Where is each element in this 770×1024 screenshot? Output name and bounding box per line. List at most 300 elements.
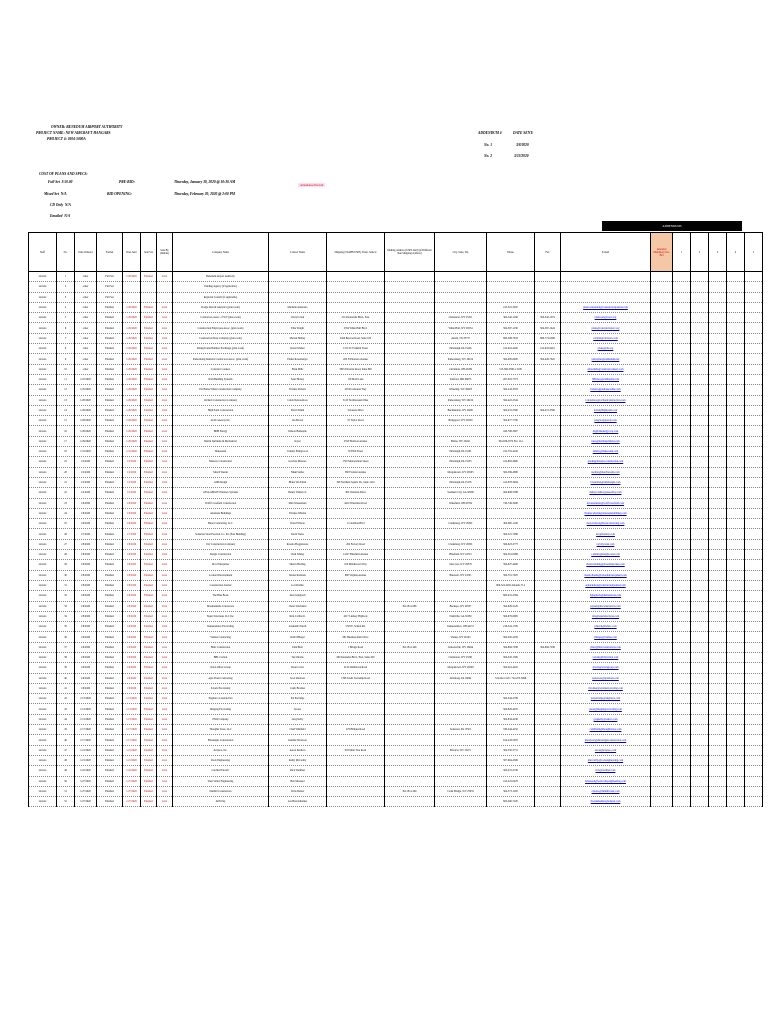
cell-email[interactable]: thomas.whelan@anastasiabuildings.com <box>561 508 651 518</box>
header-email: E-mail <box>561 233 651 272</box>
header-no: No. <box>57 233 75 272</box>
cell-date-sent: 1/29/2020 <box>123 374 141 384</box>
cell-add5 <box>745 467 763 477</box>
cell-contact: Rick Collins Jr. <box>269 611 327 621</box>
cell-date-sent: 1/8/2020 <box>123 611 141 621</box>
header-staff: Staff <box>29 233 57 272</box>
table-row <box>29 282 763 292</box>
cell-no: 20 <box>57 467 75 477</box>
cell-mailing <box>385 364 435 374</box>
cell-mailing <box>385 385 435 395</box>
cell-sent-via: Emailed <box>141 498 157 508</box>
cell-add3 <box>709 560 727 570</box>
cell-no: 38 <box>57 652 75 662</box>
bid-opening-value: Thursday, February 20, 2020 @ 2:00 PM <box>174 192 235 196</box>
cell-staff: xxxxxx <box>29 333 57 343</box>
cell-add3 <box>709 683 727 693</box>
cell-email[interactable]: cdexter@dunhillconst.com <box>561 786 651 796</box>
cell-company: Construct Connect <box>173 364 269 374</box>
cell-shipping <box>327 776 385 786</box>
cell-add1 <box>673 714 691 724</box>
cell-email[interactable]: c.smiley@sturgisconst.com <box>561 550 651 560</box>
cell-company: Lockard Development <box>173 570 269 580</box>
cell-add5 <box>745 457 763 467</box>
cell-contact: Karen Walker <box>269 344 327 354</box>
cell-date-sent: 1/17/2020 <box>123 735 141 745</box>
cell-add3 <box>709 498 727 508</box>
cell-sent-via: Emailed <box>141 539 157 549</box>
cell-date-sent: 1/8/2020 <box>123 622 141 632</box>
cell-contact: Dean Crotts <box>269 663 327 673</box>
cell-add5 <box>745 508 763 518</box>
cell-add3 <box>709 323 727 333</box>
cell-add5 <box>745 385 763 395</box>
cell-fax <box>535 745 561 755</box>
cell-format: Emailed <box>97 313 123 323</box>
cell-no: 27 <box>57 539 75 549</box>
cell-add1 <box>673 313 691 323</box>
cell-mailing <box>385 426 435 436</box>
cell-phone: 304-627-4499 <box>487 560 535 570</box>
cell-email[interactable]: lbarsterheimer@adspep.com <box>561 797 651 807</box>
cell-shipping: 2114 Kanawha Blvd., East <box>327 313 385 323</box>
cell-add3 <box>709 302 727 312</box>
cell-add4 <box>727 550 745 560</box>
cell-no: 24 <box>57 508 75 518</box>
cell-add5 <box>745 642 763 652</box>
cell-date-ordered: 1/2/2020 <box>75 488 97 498</box>
cell-email[interactable]: bgingbach@thebluebook.com <box>561 591 651 601</box>
cell-email[interactable]: speterson@ajaxfuels.com <box>561 673 651 683</box>
cell-email[interactable]: Linda.Ross@orchardconstruction.com <box>561 395 651 405</box>
cell-add5 <box>745 529 763 539</box>
table-row <box>29 457 763 467</box>
cell-fax <box>535 683 561 693</box>
cell-contact: Jasona <box>269 704 327 714</box>
cell-date-sent: 1/9/2020 <box>123 652 141 662</box>
cell-format: Emailed <box>97 560 123 570</box>
cell-add3 <box>709 776 727 786</box>
cell-email[interactable]: planroomcentral@constructionjournal.com <box>561 302 651 312</box>
cell-email[interactable]: bvaneman@aimdesigns.com <box>561 477 651 487</box>
cell-email[interactable]: jchurch@indexc.com <box>561 622 651 632</box>
cell-email[interactable]: shawn.harding@dowenterprises.com <box>561 560 651 570</box>
cell-city-state-zip <box>435 704 487 714</box>
cell-company: ASSA ABLOY Entrance Systems <box>173 488 269 498</box>
cell-date-ordered: 1/9/2020 <box>75 683 97 693</box>
cell-email[interactable]: pgreen@msconstruction.com <box>561 601 651 611</box>
cell-add5 <box>745 272 763 282</box>
cell-phone: 304-344-2798 <box>487 694 535 704</box>
cell-add3 <box>709 385 727 395</box>
cell-email[interactable]: troberts@parhansewhite.com <box>561 385 651 395</box>
cell-fax <box>535 714 561 724</box>
cell-phone <box>487 292 535 302</box>
cell-email[interactable]: aaron@artqnoo.com <box>561 745 651 755</box>
cell-email[interactable]: danny.vashaw@assaabloy.com <box>561 488 651 498</box>
header-phone: Phone <box>487 233 535 272</box>
cell-phone: 415-310-5947 <box>487 302 535 312</box>
cell-phone <box>487 282 535 292</box>
cell-city-state-zip: Bluewell, WV 24701 <box>435 570 487 580</box>
cell-add1 <box>673 632 691 642</box>
cell-company: Napel Structures LLC Inc. <box>173 611 269 621</box>
project-name-line: PROJECT NAME: NEW AIRCRAFT HANGARS <box>36 131 111 135</box>
cell-no: 4 <box>57 302 75 312</box>
cell-fax <box>535 539 561 549</box>
cell-city-state-zip: Austin, TX 78737 <box>435 333 487 343</box>
cell-mailing <box>385 580 435 590</box>
cell-email[interactable]: db@bdbenergycorp.com <box>561 426 651 436</box>
cell-add1 <box>673 467 691 477</box>
cell-email[interactable]: cbrodner@solarisexcavating.com <box>561 683 651 693</box>
cell-add4 <box>727 714 745 724</box>
cell-sent-via: Emailed <box>141 333 157 343</box>
cell-sent-by: xxxx <box>157 745 173 755</box>
table-row <box>29 302 763 312</box>
cell-fax <box>535 447 561 457</box>
cell-email[interactable]: patpartridge@enginuca.com <box>561 694 651 704</box>
cell-sent-by: xxxx <box>157 601 173 611</box>
cell-add4 <box>727 488 745 498</box>
cell-add5 <box>745 436 763 446</box>
cell-city-state-zip: Charleston, WV 25301 <box>435 652 487 662</box>
cell-date-sent: 1/29/2020 <box>123 436 141 446</box>
cell-email[interactable]: dcrotts@oriongroup.com <box>561 663 651 673</box>
cell-add4 <box>727 302 745 312</box>
cell-add4 <box>727 354 745 364</box>
cell-date-sent: 1/27/2020 <box>123 786 141 796</box>
cell-contact: David Smith <box>269 405 327 415</box>
cell-phone: 304-599-4880 <box>487 467 535 477</box>
owner-line: OWNER: BENEDUM AIRPORT AUTHORITY <box>51 125 123 129</box>
cell-add2 <box>691 755 709 765</box>
cell-add4 <box>727 292 745 302</box>
table-row <box>29 766 763 776</box>
cell-email[interactable]: montrollands@lockarddevelopment.com <box>561 570 651 580</box>
cell-email[interactable]: pmcaplan@suddenlink.net <box>561 354 651 364</box>
cell-city-state-zip: Elkview, WV 25071 <box>435 745 487 755</box>
cell-email[interactable]: rick@cardinal.com <box>561 766 651 776</box>
table-header-row <box>29 233 763 272</box>
cell-format: Emailed <box>97 457 123 467</box>
cell-contact: Pat Partridge <box>269 694 327 704</box>
cell-prebid <box>651 508 673 518</box>
cell-city-state-zip <box>435 529 487 539</box>
cell-email[interactable]: SHickey@rothbuilds.com <box>561 374 651 384</box>
cell-shipping <box>327 735 385 745</box>
cell-email[interactable]: mwassemann@wolffcrossfield.com <box>561 498 651 508</box>
cell-sent-via: Emailed <box>141 508 157 518</box>
cell-date-sent: 1/13/2020 <box>123 704 141 714</box>
cell-staff: xxxxxx <box>29 395 57 405</box>
cell-add1 <box>673 683 691 693</box>
cell-sent-via: Emailed <box>141 786 157 796</box>
cell-add3 <box>709 508 727 518</box>
cell-sent-via: Emailed <box>141 797 157 807</box>
cell-sent-via: Emailed <box>141 354 157 364</box>
cell-no: 39 <box>57 663 75 673</box>
cell-sent-via: Emailed <box>141 673 157 683</box>
cell-city-state-zip: Bluefield, WV 24701 <box>435 550 487 560</box>
cell-add4 <box>727 673 745 683</box>
cell-add5 <box>745 591 763 601</box>
cell-add4 <box>727 282 745 292</box>
cell-email[interactable]: gregkelly@esmco.com <box>561 714 651 724</box>
cell-sent-via: Emailed <box>141 735 157 745</box>
cell-add5 <box>745 622 763 632</box>
cell-add5 <box>745 766 763 776</box>
cell-add4 <box>727 683 745 693</box>
table-row <box>29 344 763 354</box>
cell-sent-by: xxxx <box>157 632 173 642</box>
cell-phone: 304-345-1300 <box>487 652 535 662</box>
cell-add5 <box>745 735 763 745</box>
cell-add1 <box>673 694 691 704</box>
cell-shipping: 1720 Metropolitan Street <box>327 457 385 467</box>
cell-add4 <box>727 395 745 405</box>
table-row <box>29 529 763 539</box>
cell-phone: 304-550-3731 <box>487 745 535 755</box>
cell-prebid <box>651 292 673 302</box>
cell-shipping: 600 Kanawha Blvd., Ezel, Suite 200 <box>327 652 385 662</box>
cell-email[interactable]: rbhagat@vanbus.com <box>561 632 651 642</box>
cell-add3 <box>709 447 727 457</box>
cell-shipping: 861 Business Park Drive <box>327 632 385 642</box>
cell-add4 <box>727 374 745 384</box>
cell-fax <box>535 797 561 807</box>
cell-shipping: 470 Hilltaka Road <box>327 725 385 735</box>
cell-company: Maksoutin <box>173 447 269 457</box>
cell-date-ordered: order <box>75 302 97 312</box>
cell-shipping <box>327 292 385 302</box>
prebid-label: PRE-BID: <box>119 180 135 184</box>
cell-mailing <box>385 529 435 539</box>
cell-sent-via: Emailed <box>141 591 157 601</box>
cell-date-sent: 1/8/2020 <box>123 570 141 580</box>
cell-email[interactable]: todoms@bblcarlton.com <box>561 652 651 662</box>
cell-add1 <box>673 364 691 374</box>
cell-add2 <box>691 354 709 364</box>
table-row <box>29 477 763 487</box>
cell-email[interactable]: tammy@maksoutin.com <box>561 447 651 457</box>
cell-add3 <box>709 622 727 632</box>
cell-email[interactable]: rick@napelstructures.com <box>561 611 651 621</box>
cell-contact: Aaron Pettibon <box>269 745 327 755</box>
cell-add5 <box>745 570 763 580</box>
cell-add4 <box>727 323 745 333</box>
cell-sent-by: xxxx <box>157 426 173 436</box>
cell-email[interactable]: bmassaad@westvalleyengineering.com <box>561 776 651 786</box>
cell-fax <box>535 580 561 590</box>
cell-staff: xxxxxx <box>29 488 57 498</box>
cell-email[interactable]: nsadler@marchwestin.com <box>561 467 651 477</box>
cell-add1 <box>673 601 691 611</box>
cell-add2 <box>691 282 709 292</box>
table-row <box>29 333 763 343</box>
cell-contact: David Wilson <box>269 519 327 529</box>
cell-fax <box>535 766 561 776</box>
cell-staff: xxxxxx <box>29 529 57 539</box>
cell-contact: Sean Hickey <box>269 374 327 384</box>
cell-staff: xxxxxx <box>29 498 57 508</box>
cell-mailing <box>385 776 435 786</box>
cell-email[interactable]: cdcplan@cdcnews.com <box>561 333 651 343</box>
cell-date-ordered: 1/8/2020 <box>75 560 97 570</box>
cell-email[interactable]: jen@acrgateway.com <box>561 416 651 426</box>
cell-email[interactable]: kw@theabcp.com <box>561 529 651 539</box>
cell-email[interactable]: jblair@blairconstruction.com <box>561 642 651 652</box>
cell-add1 <box>673 519 691 529</box>
cell-mailing <box>385 488 435 498</box>
cell-email[interactable]: jmorrison@ehrsanignsconstruction.com <box>561 735 651 745</box>
cell-company: Parkersburg-Marietta Contractors Assoc. (plan room) <box>173 354 269 364</box>
cell-sent-via: Emailed <box>141 405 157 415</box>
cell-email[interactable]: plans@constructionwv.org <box>561 323 651 333</box>
header-add4: 4 <box>727 233 745 272</box>
cell-mailing <box>385 694 435 704</box>
cell-mailing <box>385 498 435 508</box>
cell-phone: 603-260-7220 <box>487 797 535 807</box>
cell-phone: 513-366-3399 x 3109 <box>487 364 535 374</box>
cell-contact: Danny Vashaw Jr. <box>269 488 327 498</box>
cell-date-sent <box>123 292 141 302</box>
cell-contact <box>269 282 327 292</box>
cell-email[interactable]: kmccarthy@rockengineering.com <box>561 755 651 765</box>
cell-format: Emailed <box>97 467 123 477</box>
cell-date-ordered: 1/27/2020 <box>75 776 97 786</box>
cell-email[interactable]: sales@martinsprinkler.com <box>561 436 651 446</box>
cell-format: Emailed <box>97 550 123 560</box>
cell-email[interactable]: ellen.mills@constructconnect.com <box>561 364 651 374</box>
cell-phone: 304-422-2344 <box>487 395 535 405</box>
cell-add2 <box>691 622 709 632</box>
cell-fax <box>535 508 561 518</box>
table-row <box>29 745 763 755</box>
cell-mailing <box>385 704 435 714</box>
cell-shipping: 50 Fifth Street <box>327 447 385 457</box>
cell-email[interactable]: gradin@massaroconstruction.com <box>561 457 651 467</box>
table-row <box>29 601 763 611</box>
cell-add4 <box>727 447 745 457</box>
table-row <box>29 580 763 590</box>
cell-mailing <box>385 323 435 333</box>
cell-mailing <box>385 405 435 415</box>
cell-email[interactable]: david@highpoint.com <box>561 405 651 415</box>
cell-add3 <box>709 436 727 446</box>
cell-add5 <box>745 374 763 384</box>
cell-fax <box>535 395 561 405</box>
cell-add5 <box>745 333 763 343</box>
cell-email[interactable]: plans@pbe.org <box>561 344 651 354</box>
cell-staff: xxxxxx <box>29 683 57 693</box>
cell-staff: xxxxxx <box>29 477 57 487</box>
cell-fax <box>535 560 561 570</box>
header-add5: 5 <box>745 233 763 272</box>
cell-mailing <box>385 436 435 446</box>
cell-format: Emailed <box>97 673 123 683</box>
cell-phone: 304-561-0068 <box>487 550 535 560</box>
cell-contact: Ellen Mills <box>269 364 327 374</box>
cell-sent-by: xxxx <box>157 786 173 796</box>
cell-city-state-zip: Southern City, GA 30269 <box>435 488 487 498</box>
cell-shipping: 603 Main Tree Road <box>327 745 385 755</box>
table-row <box>29 652 763 662</box>
cell-date-sent: 1/29/2020 <box>123 354 141 364</box>
cell-company: Orchard Construction Company <box>173 395 269 405</box>
cell-format: Emailed <box>97 333 123 343</box>
cell-no: 29 <box>57 560 75 570</box>
cell-email[interactable]: ardonaldson@constructionjournal.com <box>561 580 651 590</box>
cell-email[interactable]: cwhitfield@thoughtstrees.com <box>561 725 651 735</box>
cell-add4 <box>727 498 745 508</box>
cell-email[interactable]: david.wilson@buoncontracting.com <box>561 519 651 529</box>
cell-date-sent: 1/2/2020 <box>123 488 141 498</box>
cell-add2 <box>691 395 709 405</box>
cell-add3 <box>709 529 727 539</box>
cell-phone: 304-623-2773 <box>487 539 535 549</box>
cell-phone: 724-422-1218 / 724-255-3696 <box>487 673 535 683</box>
cell-shipping: 204 Factory Road <box>327 539 385 549</box>
cell-add2 <box>691 642 709 652</box>
cell-staff: xxxxxx <box>29 663 57 673</box>
cell-format: Emailed <box>97 786 123 796</box>
cell-sent-by: xxxx <box>157 642 173 652</box>
cell-no: 10 <box>57 364 75 374</box>
cell-prebid <box>651 755 673 765</box>
cell-add2 <box>691 323 709 333</box>
cell-no: 45 <box>57 725 75 735</box>
cell-date-ordered: 1/8/2020 <box>75 591 97 601</box>
cell-prebid <box>651 344 673 354</box>
cell-email[interactable]: r@cityconst.com <box>561 539 651 549</box>
cell-sent-via: Emailed <box>141 632 157 642</box>
cost-mixed-set: Mixed Set N/A <box>44 192 67 196</box>
cell-staff: xxxxxx <box>29 632 57 642</box>
cell-prebid <box>651 498 673 508</box>
cell-date-sent: 1/2/2020 <box>123 477 141 487</box>
cell-company: Regional Council (if applicable) <box>173 292 269 302</box>
cell-add3 <box>709 652 727 662</box>
cell-sent-by: xxxx <box>157 477 173 487</box>
table-row <box>29 642 763 652</box>
cell-fax <box>535 426 561 436</box>
cell-date-ordered: order <box>75 272 97 282</box>
cell-add2 <box>691 344 709 354</box>
cell-contact: Blake Van Eman <box>269 477 327 487</box>
cell-mailing <box>385 663 435 673</box>
cell-format: Emailed <box>97 704 123 714</box>
cell-contact <box>269 272 327 282</box>
cell-staff: xxxxxx <box>29 519 57 529</box>
cell-staff: xxxxxx <box>29 745 57 755</box>
cell-email[interactable]: jason@imagingexcavating.com <box>561 704 651 714</box>
cell-email[interactable]: planroom@cawv.org <box>561 313 651 323</box>
cell-add2 <box>691 313 709 323</box>
cell-sent-by: xxxx <box>157 364 173 374</box>
cell-prebid <box>651 611 673 621</box>
cell-fax <box>535 436 561 446</box>
cell-company: Somerset Steel Erection Co., Inc (Pole Building) <box>173 529 269 539</box>
cell-format: Emailed <box>97 683 123 693</box>
cell-shipping: 300 Northern Square Dr., Suite 1410 <box>327 477 385 487</box>
cell-add1 <box>673 457 691 467</box>
cell-add3 <box>709 663 727 673</box>
cell-sent-via: Emailed <box>141 529 157 539</box>
cell-no: 34 <box>57 611 75 621</box>
cell-staff: xxxxxx <box>29 364 57 374</box>
cell-add4 <box>727 776 745 786</box>
